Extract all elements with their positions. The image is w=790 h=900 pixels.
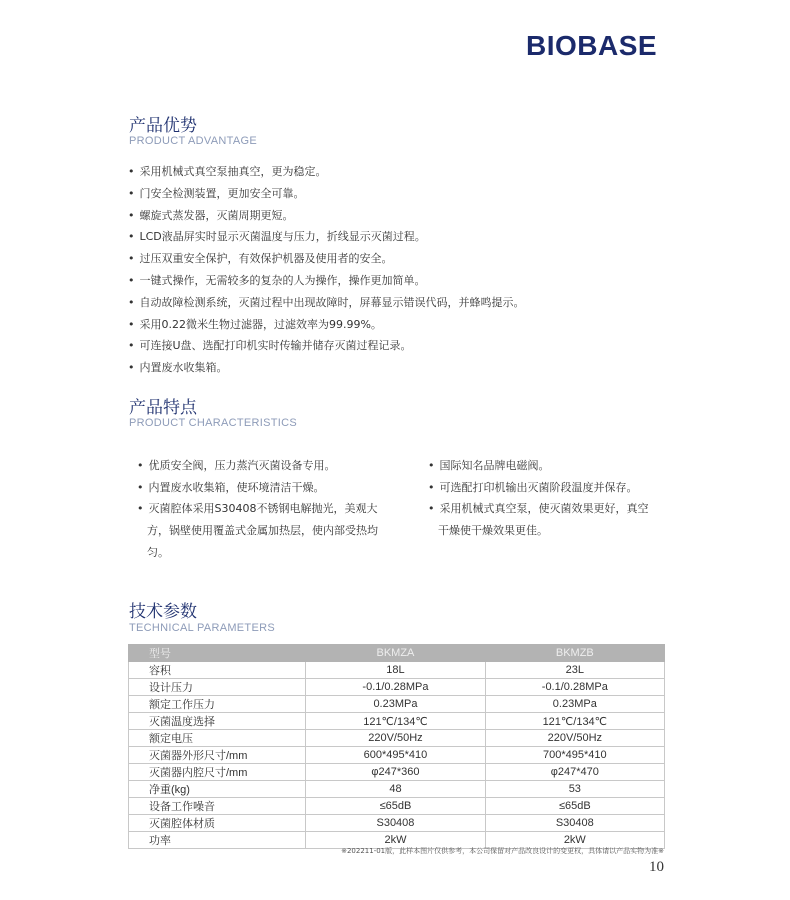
table-header-row	[129, 645, 665, 662]
list-item: • 自动故障检测系统，灭菌过程中出现故障时，屏幕显示错误代码，并蜂鸣提示。	[128, 292, 525, 314]
table-cell: S30408	[485, 815, 664, 832]
table-cell: ≤65dB	[306, 798, 485, 815]
table-row	[129, 815, 665, 832]
list-item: • 采用0.22微米生物过滤器，过滤效率为99.99%。	[128, 314, 525, 336]
table-cell: φ247*470	[485, 764, 664, 781]
table-cell: ≤65dB	[485, 798, 664, 815]
list-item: • 采用机械式真空泵抽真空，更为稳定。	[128, 161, 525, 183]
header-cell: 型号	[129, 645, 306, 662]
table-cell: 容积	[129, 662, 306, 679]
table-cell: 18L	[306, 662, 485, 679]
table-cell: 灭菌器内腔尺寸/mm	[129, 764, 306, 781]
page-number: 10	[649, 859, 664, 875]
table-row	[129, 764, 665, 781]
table-cell: 额定工作压力	[129, 696, 306, 713]
advantage-subtitle: PRODUCT ADVANTAGE	[129, 135, 257, 147]
table-cell: 2kW	[485, 832, 664, 849]
table-cell: 48	[306, 781, 485, 798]
table-cell: 功率	[129, 832, 306, 849]
list-item: • 可选配打印机输出灭菌阶段温度并保存。	[428, 477, 653, 499]
list-item: • 一键式操作，无需较多的复杂的人为操作，操作更加简单。	[128, 270, 525, 292]
table-cell: 设计压力	[129, 679, 306, 696]
table-row	[129, 747, 665, 764]
advantage-title: 产品优势	[129, 116, 197, 136]
table-cell: 600*495*410	[306, 747, 485, 764]
params-subtitle: TECHNICAL PARAMETERS	[129, 622, 275, 634]
table-cell: 灭菌腔体材质	[129, 815, 306, 832]
list-item: • 可连接U盘、选配打印机实时传输并储存灭菌过程记录。	[128, 335, 525, 357]
characteristics-left-list	[137, 455, 382, 564]
table-row	[129, 730, 665, 747]
table-cell: 220V/50Hz	[485, 730, 664, 747]
header-cell: BKMZB	[485, 645, 664, 662]
characteristics-subtitle: PRODUCT CHARACTERISTICS	[129, 417, 298, 429]
advantage-list	[128, 161, 525, 379]
list-item: • 采用机械式真空泵，使灭菌效果更好，真空干燥使干燥效果更佳。	[428, 498, 653, 541]
table-cell: 灭菌器外形尺寸/mm	[129, 747, 306, 764]
table-cell: 净重(kg)	[129, 781, 306, 798]
parameters-table	[128, 644, 665, 849]
table-cell: 设备工作噪音	[129, 798, 306, 815]
params-title: 技术参数	[129, 602, 197, 622]
list-item: • 内置废水收集箱，使环境清洁干燥。	[137, 477, 382, 499]
list-item: • 过压双重安全保护，有效保护机器及使用者的安全。	[128, 248, 525, 270]
table-cell: 23L	[485, 662, 664, 679]
table-row	[129, 713, 665, 730]
table-cell: 2kW	[306, 832, 485, 849]
table-cell: 121℃/134℃	[485, 713, 664, 730]
list-item: • 螺旋式蒸发器，灭菌周期更短。	[128, 205, 525, 227]
table-cell: 额定电压	[129, 730, 306, 747]
list-item: • LCD液晶屏实时显示灭菌温度与压力，折线显示灭菌过程。	[128, 226, 525, 248]
footnote: ※202211-01版，此样本图片仅供参考，本公司保留对产品改良设计的变更权，具体请以产品实物为准※	[341, 847, 664, 855]
characteristics-right-list	[428, 455, 653, 542]
biobase-logo: BIOBASE	[526, 30, 658, 61]
list-item: • 灭菌腔体采用S30408不锈钢电解抛光，美观大方，锅壁使用覆盖式金属加热层，使内部受热均匀。	[137, 498, 382, 563]
table-cell: 700*495*410	[485, 747, 664, 764]
list-item: • 国际知名品牌电磁阀。	[428, 455, 653, 477]
table-cell: -0.1/0.28MPa	[306, 679, 485, 696]
table-cell: φ247*360	[306, 764, 485, 781]
table-cell: 0.23MPa	[306, 696, 485, 713]
characteristics-title: 产品特点	[129, 398, 197, 418]
table-cell: 灭菌温度选择	[129, 713, 306, 730]
list-item: • 内置废水收集箱。	[128, 357, 525, 379]
table-row	[129, 781, 665, 798]
list-item: • 优质安全阀，压力蒸汽灭菌设备专用。	[137, 455, 382, 477]
table-cell: 121℃/134℃	[306, 713, 485, 730]
table-row	[129, 679, 665, 696]
table-cell: S30408	[306, 815, 485, 832]
list-item: • 门安全检测装置，更加安全可靠。	[128, 183, 525, 205]
table-row	[129, 662, 665, 679]
table-cell: -0.1/0.28MPa	[485, 679, 664, 696]
table-row	[129, 798, 665, 815]
table-cell: 220V/50Hz	[306, 730, 485, 747]
table-row	[129, 696, 665, 713]
table-cell: 0.23MPa	[485, 696, 664, 713]
table-cell: 53	[485, 781, 664, 798]
header-cell: BKMZA	[306, 645, 485, 662]
